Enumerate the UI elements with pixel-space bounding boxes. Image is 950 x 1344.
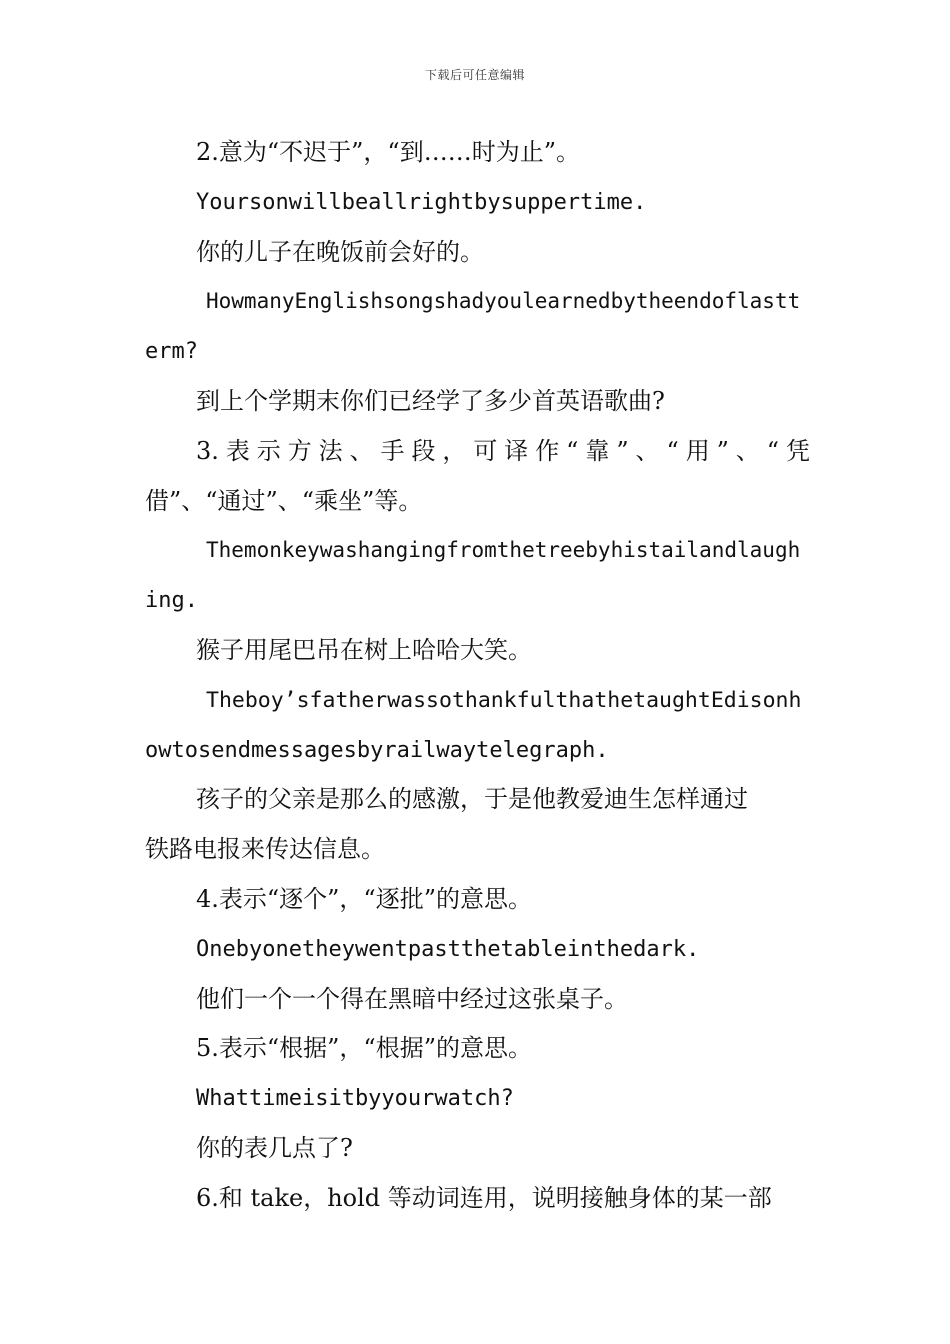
text-line: 你的儿子在晚饭前会好的。	[196, 237, 484, 266]
text-line: 他们一个一个得在黑暗中经过这张桌子。	[196, 984, 628, 1013]
text-line: 你的表几点了?	[196, 1133, 353, 1162]
text-line: owtosendmessagesbyrailwaytelegraph.	[145, 737, 609, 763]
text-line: 6.和 take，hold 等动词连用，说明接触身体的某一部	[196, 1183, 772, 1212]
text-line: Whattimeisitbyyourwatch?	[196, 1086, 514, 1112]
text-line: Theboy’sfatherwassothankfulthathetaughtEdisonh	[206, 687, 802, 713]
document-body	[145, 128, 810, 1224]
text-line: 到上个学期末你们已经学了多少首英语歌曲?	[196, 386, 665, 415]
text-line: erm?	[145, 339, 198, 365]
text-line: ing.	[145, 588, 198, 614]
text-line: Yoursonwillbeallrightbysuppertime.	[196, 189, 647, 215]
text-line: 铁路电报来传达信息。	[145, 835, 385, 864]
text-line: HowmanyEnglishsongshadyoulearnedbytheendoflastt	[206, 289, 801, 314]
text-line: Onebyonetheywentpastthetableinthedark.	[196, 936, 700, 962]
text-line: 借”、“通过”、“乘坐”等。	[145, 486, 423, 515]
text-line: 孩子的父亲是那么的感激，于是他教爱迪生怎样通过	[196, 785, 748, 814]
text-line: Themonkeywashangingfromthetreebyhistailandlaugh	[206, 538, 801, 563]
text-line: 2.意为“不迟于”，“到……时为止”。	[196, 138, 580, 166]
page-header: 下载后可任意编辑	[424, 68, 525, 82]
text-line: 4.表示“逐个”，“逐批”的意思。	[196, 884, 532, 913]
text-line: 猴子用尾巴吊在树上哈哈大笑。	[196, 635, 532, 664]
text-line: 5.表示“根据”，“根据”的意思。	[196, 1034, 532, 1063]
text-line: 3.表示方法、手段，可译作“靠”、“用”、“凭	[196, 436, 810, 465]
